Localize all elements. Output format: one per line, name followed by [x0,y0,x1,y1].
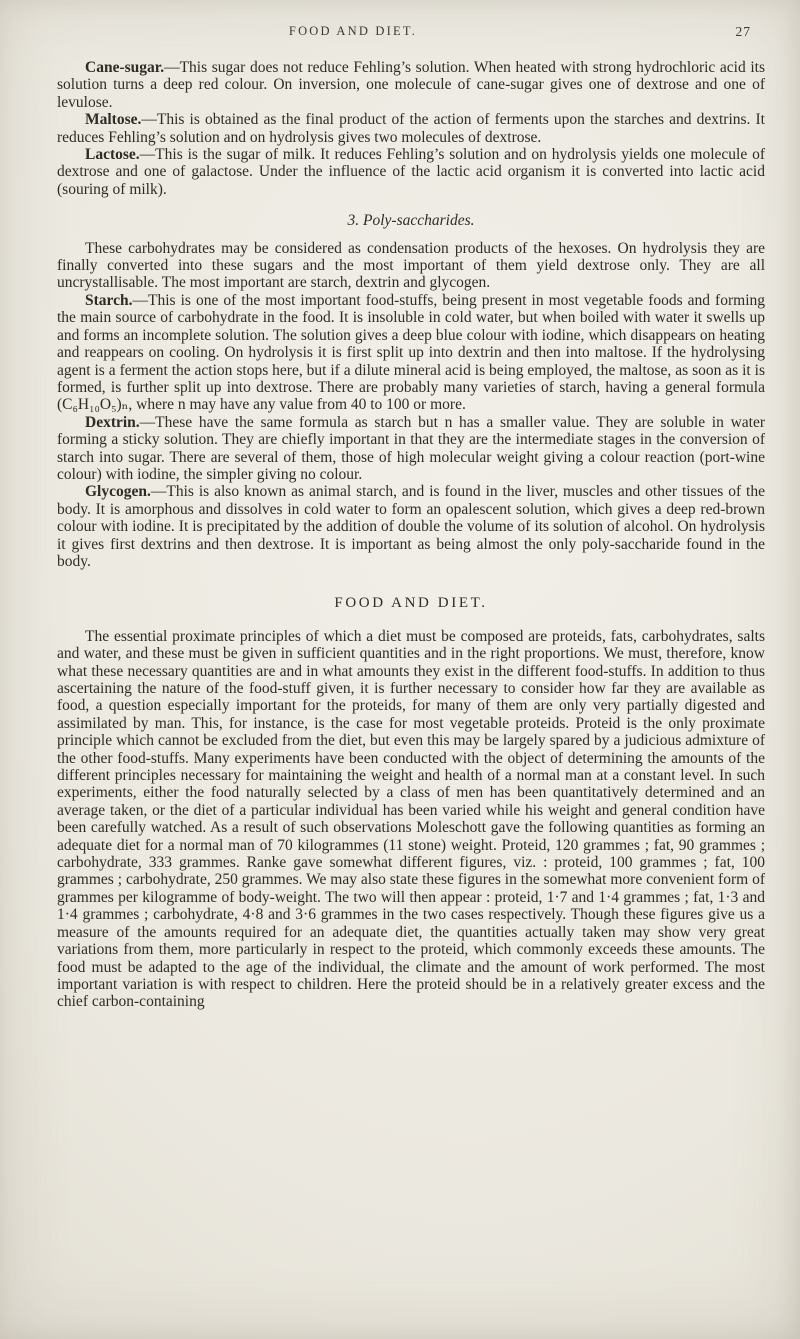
paragraph-dextrin-text: —These have the same formula as starch but n has a smaller value. They are soluble in water forming a sticky solution. They are chiefly important in that they are the intermediate stages in the conversion of starch into sugar. There are several of them, those of high molecular weight giving a colour reaction (port-wine colour) with iodine, the simpler giving no colour. [57,413,765,483]
paragraph-starch [57,292,765,414]
paragraph-starch-text: —This is one of the most important food-stuffs, being present in most vegetable foods and forming the main source of carbohydrate in the food. It is insoluble in cold water, but when boiled with water it swells up and forms an incomplete solution. The solution gives a deep blue colour with iodine, which disappears on heating and reappears on cooling. On hydrolysis it is first split up into dextrin and then into maltose. If the hydrolysing agent is a ferment the action stops here, but if a dilute mineral acid is being employed, the maltose, as soon as it is formed, is further split up into dextrose. There are probably many varieties of starch, having a general formula (C₆H₁₀O₅)ₙ, where n may have any value from 40 to 100 or more. [57,291,765,414]
paragraph-dextrin [57,414,765,484]
paragraph-lactose-text: —This is the sugar of milk. It reduces Fehling’s solution and on hydrolysis yields one molecule of dextrose and one of galactose. Under the influence of the lactic acid organism it is converted into lactic acid (souring of milk). [57,146,765,198]
chapter-heading-food-and-diet: FOOD AND DIET. [334,595,488,612]
paragraph-polysaccharides-intro-text: These carbohydrates may be considered as condensation products of the hexoses. On hydrolysis they are finally converted into these sugars and the most important of them yield dextrose only. They are all uncrystallisable. The most important are starch, dextrin and glycogen. [57,239,765,292]
term-glycogen: Glycogen. [85,483,151,501]
page-body-text [57,59,765,1011]
page-number: 27 [735,24,751,39]
paragraph-glycogen-text: —This is also known as animal starch, and is found in the liver, muscles and other tissues of the body. It is amorphous and dissolves in cold water to form an opalescent solution, which gives a deep red-brown colour with iodine. It is precipitated by the addition of double the volume of its solution of alcohol. On hydrolysis it gives first dextrins and then dextrose. It is important as being almost the only poly-saccharide found in the body. [57,483,765,570]
term-lactose: Lactose. [85,146,140,164]
paragraph-maltose-text: —This is obtained as the final product of the action of ferments upon the starches and dextrins. It reduces Fehling’s solution and on hydrolysis gives two molecules of dextrose. [57,111,765,146]
paragraph-maltose [57,111,765,146]
paragraph-lactose [57,146,765,198]
term-dextrin: Dextrin. [85,413,140,431]
running-header [57,24,765,42]
running-header-title: FOOD AND DIET. [288,24,418,38]
paragraph-diet-principles [57,628,765,1011]
paragraph-polysaccharides-intro [57,240,765,292]
term-maltose: Maltose. [85,111,142,129]
term-starch: Starch. [85,291,133,309]
term-cane-sugar: Cane-sugar. [85,59,165,76]
section-heading-polysaccharides: 3. Poly-saccharides. [347,212,475,230]
paragraph-glycogen [57,483,765,570]
paragraph-diet-principles-text: The essential proximate principles of which a diet must be composed are proteids, fats, carbohydrates, salts and water, and these must be given in sufficient quantities and in the right proportions. We must, therefore, know what these necessary quantities are and in what amounts they exist in the different food-stuffs. In addition to thus ascertaining the nature of the food-stuff given, it is further necessary to consider how far they are available as food, a question especially important for the proteids, for many of them are only very partially digested and assimilated by man. This, for instance, is the case for most vegetable proteids. Proteid is the only proximate principle which cannot be excluded from the diet, but even this may be largely spared by a judicious admixture of the other food-stuffs. Many experiments have been conducted with the object of determining the amounts of the different principles necessary for maintaining the weight and health of a normal man at a constant level. In such experiments, either the food naturally selected by a class of men has been quantitatively determined and an average taken, or the diet of a particular individual has been varied while his weight and general condition have been carefully watched. As a result of such observations Moleschott gave the following quantities as forming an adequate diet for a normal man of 70 kilogrammes (11 stone) weight. Proteid, 120 grammes ; fat, 90 grammes ; carbohydrate, 333 grammes. Ranke gave somewhat different figures, viz. : proteid, 100 grammes ; fat, 100 grammes ; carbohydrate, 250 grammes. We may also state these figures in the somewhat more convenient form of grammes per kilogramme of body-weight. The two will then appear : proteid, 1·7 and 1·4 grammes ; fat, 1·3 and 1·4 grammes ; carbohydrate, 4·8 and 3·6 grammes in the two cases respectively. Though these figures give us a measure of the amounts required for an adequate diet, the quantities actually taken may show very great variations from them, more particularly in respect to the proteid, which commonly exceeds these amounts. The food must be adapted to the age of the individual, the climate and the amount of work performed. The most important variation is with respect to children. Here the proteid should be in a relatively greater excess and the chief carbon-containing [57,627,765,1011]
paragraph-cane-sugar [57,59,765,111]
paragraph-cane-sugar-text: —This sugar does not reduce Fehling’s solution. When heated with strong hydrochloric acid its solution turns a deep red colour. On inversion, one molecule of cane-sugar gives one of dextrose and one of levulose. [57,59,765,111]
